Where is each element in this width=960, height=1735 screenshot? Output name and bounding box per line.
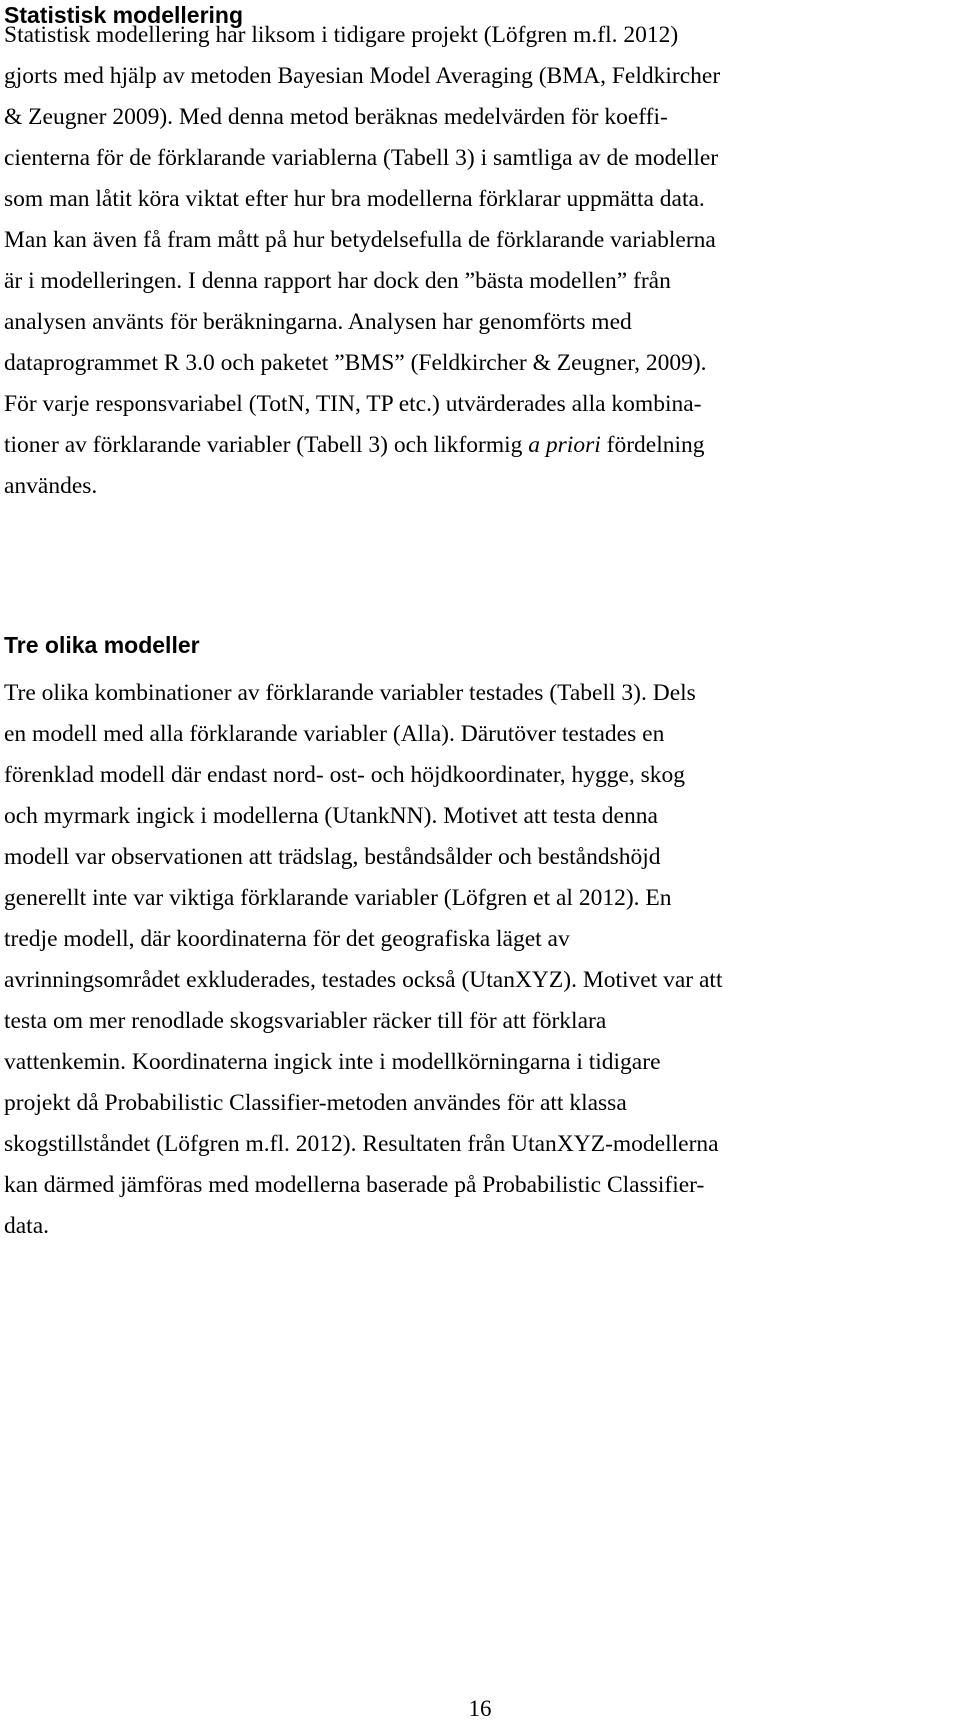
text-line: Tre olika kombinationer av förklarande variabler testades (Tabell 3). Dels [4, 680, 696, 706]
text-line: skogstillståndet (Löfgren m.fl. 2012). Resultaten från UtanXYZ-modellerna [4, 1131, 719, 1157]
text-line [4, 425, 956, 466]
text-line: tredje modell, där koordinaterna för det geografiska läget av [4, 926, 570, 952]
paragraph-statistisk-modellering [4, 15, 956, 507]
page-number: 16 [468, 1696, 492, 1721]
italic-term-a-priori: a priori [528, 432, 601, 458]
text-line: kan därmed jämföras med modellerna baserade på Probabilistic Classifier- [4, 1172, 705, 1198]
text-line: testa om mer renodlade skogsvariabler räcker till för att förklara [4, 1008, 607, 1034]
text-line: förenklad modell där endast nord- ost- och höjdkoordinater, hygge, skog [4, 762, 686, 788]
text-segment: tioner av förklarande variabler (Tabell 3) och likformig [4, 432, 529, 458]
text-line: som man låtit köra viktat efter hur bra modellerna förklarar uppmätta data. [4, 186, 705, 212]
text-line: en modell med alla förklarande variabler (Alla). Därutöver testades en [4, 721, 665, 747]
text-line: För varje responsvariabel (TotN, TIN, TP etc.) utvärderades alla kombina- [4, 391, 702, 417]
text-line: modell var observationen att trädslag, beståndsålder och beståndshöjd [4, 844, 661, 870]
paragraph-tre-olika-modeller [4, 673, 956, 1247]
text-line: generellt inte var viktiga förklarande variabler (Löfgren et al 2012). En [4, 885, 672, 911]
text-segment: fördelning [600, 432, 705, 458]
section-heading-statistisk-modellering: Statistisk modellering [4, 2, 244, 28]
text-line: analysen använts för beräkningarna. Analysen har genomförts med [4, 309, 632, 335]
text-line: och myrmark ingick i modellerna (UtankNN). Motivet att testa denna [4, 803, 658, 829]
text-line: vattenkemin. Koordinaterna ingick inte i modellkörningarna i tidigare [4, 1049, 661, 1075]
text-line: Man kan även få fram mått på hur betydelsefulla de förklarande variablerna [4, 227, 716, 253]
text-line: data. [4, 1213, 50, 1239]
text-line: gjorts med hjälp av metoden Bayesian Model Averaging (BMA, Feldkircher [4, 63, 721, 89]
text-line: är i modelleringen. I denna rapport har dock den ”bästa modellen” från [4, 268, 671, 294]
text-line: & Zeugner 2009). Med denna metod beräknas medelvärden för koeffi- [4, 104, 668, 130]
text-line: projekt då Probabilistic Classifier-metoden användes för att klassa [4, 1090, 627, 1116]
text-line: cienterna för de förklarande variablerna (Tabell 3) i samtliga av de modeller [4, 145, 719, 171]
text-line: dataprogrammet R 3.0 och paketet ”BMS” (Feldkircher & Zeugner, 2009). [4, 350, 707, 376]
text-line: avrinningsområdet exkluderades, testades också (UtanXYZ). Motivet var att [4, 967, 723, 993]
text-line: användes. [4, 473, 98, 499]
text-line: Statistisk modellering har liksom i tidigare projekt (Löfgren m.fl. 2012) [4, 22, 679, 48]
section-heading-tre-olika-modeller: Tre olika modeller [4, 632, 200, 658]
